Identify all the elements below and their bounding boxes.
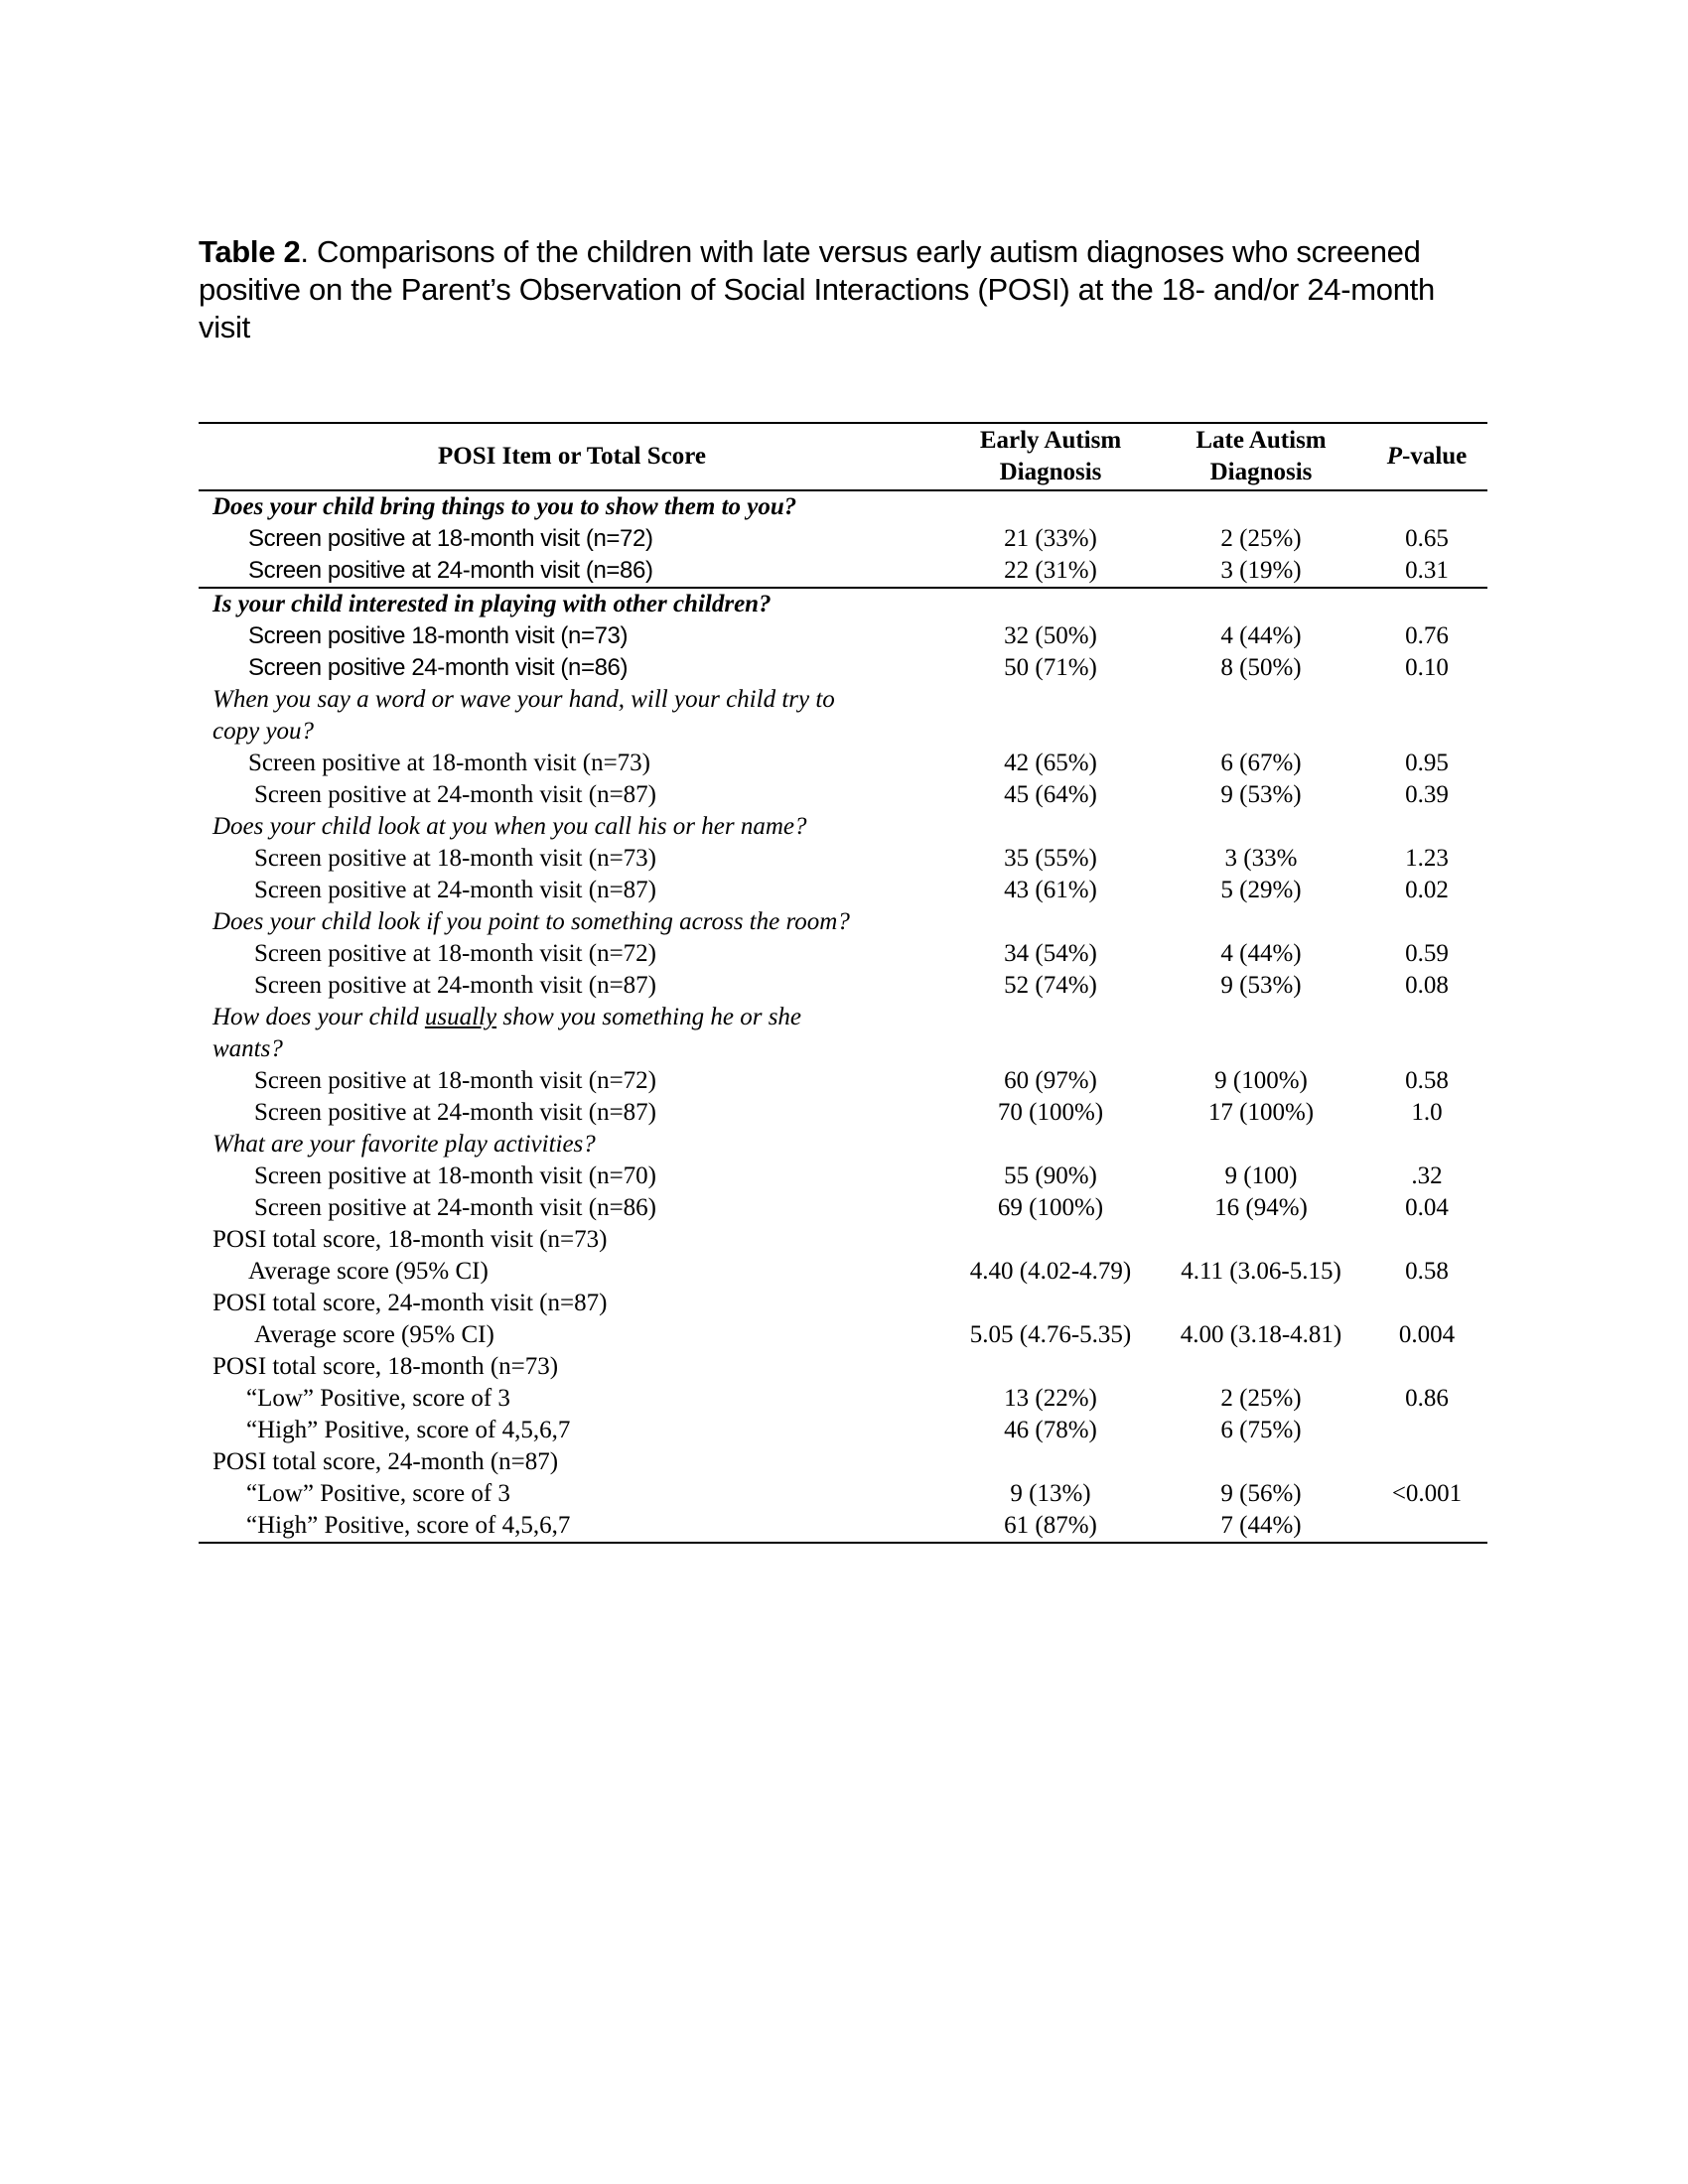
cell-p [1366, 1415, 1487, 1446]
table-row [199, 523, 1487, 555]
cell-late: 9 (53%) [1220, 781, 1302, 808]
cell-late: 16 (94%) [1214, 1194, 1308, 1221]
cell-early: 34 (54%) [1004, 940, 1097, 967]
total-score-label: POSI total score, 24-month (n=87) [212, 1448, 559, 1475]
row-label: Screen positive 24-month visit (n=86) [248, 654, 629, 681]
row-label: “High” Positive, score of 4,5,6,7 [246, 1512, 571, 1539]
cell-late: 2 (25%) [1220, 525, 1302, 552]
cell-early: 46 (78%) [1004, 1417, 1097, 1443]
question-text-underlined: usually [424, 1004, 497, 1030]
cell-early: 60 (97%) [1004, 1067, 1097, 1094]
cell-p: .32 [1411, 1162, 1443, 1189]
cell-p: 0.95 [1405, 750, 1449, 776]
cell-early: 52 (74%) [1004, 972, 1097, 999]
question-row [199, 716, 1487, 748]
cell-p: 0.58 [1405, 1258, 1449, 1285]
cell-early: 32 (50%) [1004, 622, 1097, 649]
table-row [199, 1319, 1487, 1351]
table-row [199, 843, 1487, 875]
cell-late: 9 (56%) [1220, 1480, 1302, 1507]
table-row [199, 1065, 1487, 1097]
row-label: Screen positive 18-month visit (n=73) [248, 622, 629, 649]
row-label: Average score (95% CI) [248, 1258, 489, 1285]
row-label: Screen positive at 18-month visit (n=72) [248, 525, 653, 552]
row-label: Screen positive at 18-month visit (n=73) [254, 845, 657, 872]
table-row [199, 1478, 1487, 1510]
cell-p: 0.59 [1405, 940, 1449, 967]
total-score-label: POSI total score, 24-month visit (n=87) [212, 1290, 608, 1316]
cell-p: 0.65 [1405, 525, 1449, 552]
table-row [199, 1097, 1487, 1129]
cell-late: 9 (100%) [1214, 1067, 1308, 1094]
row-label: Screen positive at 18-month visit (n=72) [254, 1067, 657, 1094]
table-row [199, 1415, 1487, 1446]
table-caption [199, 233, 1489, 346]
cell-early: 21 (33%) [1004, 525, 1097, 552]
question-label: When you say a word or wave your hand, will your child try to [212, 686, 835, 713]
cell-early: 35 (55%) [1004, 845, 1097, 872]
question-row [199, 906, 1487, 938]
caption-label: Table 2 [199, 234, 301, 269]
table-row [199, 620, 1487, 652]
question-label: Does your child look if you point to something across the room? [212, 908, 850, 935]
table-row [199, 1160, 1487, 1192]
row-label: Screen positive at 24-month visit (n=87) [254, 781, 657, 808]
table-row [199, 555, 1487, 589]
cell-late: 4.11 (3.06-5.15) [1181, 1258, 1341, 1285]
question-row [199, 491, 1487, 523]
cell-early: 45 (64%) [1004, 781, 1097, 808]
cell-p: 0.04 [1405, 1194, 1449, 1221]
cell-late: 5 (29%) [1220, 877, 1302, 903]
table-row [199, 1383, 1487, 1415]
header-p-rest: -value [1402, 443, 1468, 470]
row-label: Average score (95% CI) [254, 1321, 494, 1348]
header-early: Early Autism Diagnosis [979, 427, 1122, 485]
table-header-row [199, 424, 1487, 491]
cell-p: 0.86 [1405, 1385, 1449, 1412]
header-p-value [1366, 424, 1487, 489]
question-row [199, 811, 1487, 843]
cell-early: 55 (90%) [1004, 1162, 1097, 1189]
total-score-row [199, 1446, 1487, 1478]
table-row [199, 1256, 1487, 1288]
cell-late: 2 (25%) [1220, 1385, 1302, 1412]
row-label: Screen positive at 24-month visit (n=87) [254, 972, 657, 999]
table-row [199, 938, 1487, 970]
comparison-table [199, 422, 1487, 1544]
header-p-italic: P [1386, 443, 1402, 470]
header-item: POSI Item or Total Score [438, 443, 706, 470]
question-text-post: show you something he or she [496, 1004, 802, 1030]
cell-late: 4.00 (3.18-4.81) [1180, 1321, 1342, 1348]
table-row [199, 748, 1487, 779]
row-label: Screen positive at 24-month visit (n=86) [248, 557, 653, 584]
row-label: “Low” Positive, score of 3 [246, 1480, 510, 1507]
cell-p: <0.001 [1391, 1480, 1463, 1507]
cell-late: 4 (44%) [1220, 940, 1302, 967]
cell-p: 0.08 [1405, 972, 1449, 999]
question-label [199, 1002, 945, 1033]
row-label: Screen positive at 24-month visit (n=87) [254, 1099, 657, 1126]
row-label: Screen positive at 18-month visit (n=72) [254, 940, 657, 967]
row-label: “High” Positive, score of 4,5,6,7 [246, 1417, 571, 1443]
cell-p: 0.58 [1405, 1067, 1449, 1094]
cell-p: 0.39 [1405, 781, 1449, 808]
cell-late: 17 (100%) [1207, 1099, 1315, 1126]
cell-early: 69 (100%) [997, 1194, 1104, 1221]
table-row [199, 652, 1487, 684]
cell-early: 70 (100%) [997, 1099, 1104, 1126]
cell-p: 0.76 [1405, 622, 1449, 649]
question-label: Is your child interested in playing with other children? [212, 591, 772, 617]
caption-text: . Comparisons of the children with late versus early autism diagnoses who screened positive on the Parent’s Observation of Social Interactions (POSI) at the 18- and/or 24-month visit [199, 234, 1435, 344]
total-score-row [199, 1288, 1487, 1319]
cell-early: 43 (61%) [1004, 877, 1097, 903]
cell-p: 1.23 [1405, 845, 1449, 872]
question-label: Does your child look at you when you call his or her name? [212, 813, 807, 840]
cell-p: 1.0 [1411, 1099, 1443, 1126]
cell-late: 3 (33% [1224, 845, 1298, 872]
cell-early: 5.05 (4.76-5.35) [969, 1321, 1132, 1348]
cell-early: 61 (87%) [1004, 1512, 1097, 1539]
row-label: “Low” Positive, score of 3 [246, 1385, 510, 1412]
total-score-label: POSI total score, 18-month (n=73) [212, 1353, 559, 1380]
table-row [199, 875, 1487, 906]
question-label: What are your favorite play activities? [212, 1131, 596, 1158]
row-label: Screen positive at 24-month visit (n=87) [254, 877, 657, 903]
cell-p: 0.004 [1398, 1321, 1456, 1348]
cell-early: 4.40 (4.02-4.79) [969, 1258, 1132, 1285]
cell-late: 9 (53%) [1220, 972, 1302, 999]
table-row [199, 1192, 1487, 1224]
question-row [199, 589, 1487, 620]
cell-late: 7 (44%) [1220, 1512, 1302, 1539]
cell-p: 0.31 [1405, 557, 1449, 584]
table-row [199, 779, 1487, 811]
cell-late: 8 (50%) [1220, 654, 1302, 681]
table-row [199, 970, 1487, 1002]
cell-late: 9 (100) [1224, 1162, 1298, 1189]
cell-early: 50 (71%) [1004, 654, 1097, 681]
cell-early: 9 (13%) [1010, 1480, 1091, 1507]
question-label-cont: wants? [212, 1035, 283, 1062]
question-row [199, 684, 1487, 716]
cell-p: 0.10 [1405, 654, 1449, 681]
cell-p [1366, 1510, 1487, 1542]
cell-p: 0.02 [1405, 877, 1449, 903]
total-score-row [199, 1351, 1487, 1383]
question-row [199, 1033, 1487, 1065]
row-label: Screen positive at 18-month visit (n=70) [254, 1162, 657, 1189]
cell-late: 4 (44%) [1220, 622, 1302, 649]
question-row [199, 1002, 1487, 1033]
header-late: Late Autism Diagnosis [1196, 427, 1327, 485]
table-row [199, 1510, 1487, 1544]
total-score-row [199, 1224, 1487, 1256]
row-label: Screen positive at 18-month visit (n=73) [248, 750, 651, 776]
cell-early: 22 (31%) [1004, 557, 1097, 584]
question-label-cont: copy you? [212, 718, 315, 745]
cell-late: 6 (67%) [1220, 750, 1302, 776]
question-row [199, 1129, 1487, 1160]
cell-late: 6 (75%) [1220, 1417, 1302, 1443]
cell-early: 13 (22%) [1004, 1385, 1097, 1412]
row-label: Screen positive at 24-month visit (n=86) [254, 1194, 657, 1221]
question-text-pre: How does your child [212, 1004, 425, 1030]
total-score-label: POSI total score, 18-month visit (n=73) [212, 1226, 608, 1253]
cell-late: 3 (19%) [1220, 557, 1302, 584]
cell-early: 42 (65%) [1004, 750, 1097, 776]
question-label: Does your child bring things to you to show them to you? [212, 493, 797, 520]
